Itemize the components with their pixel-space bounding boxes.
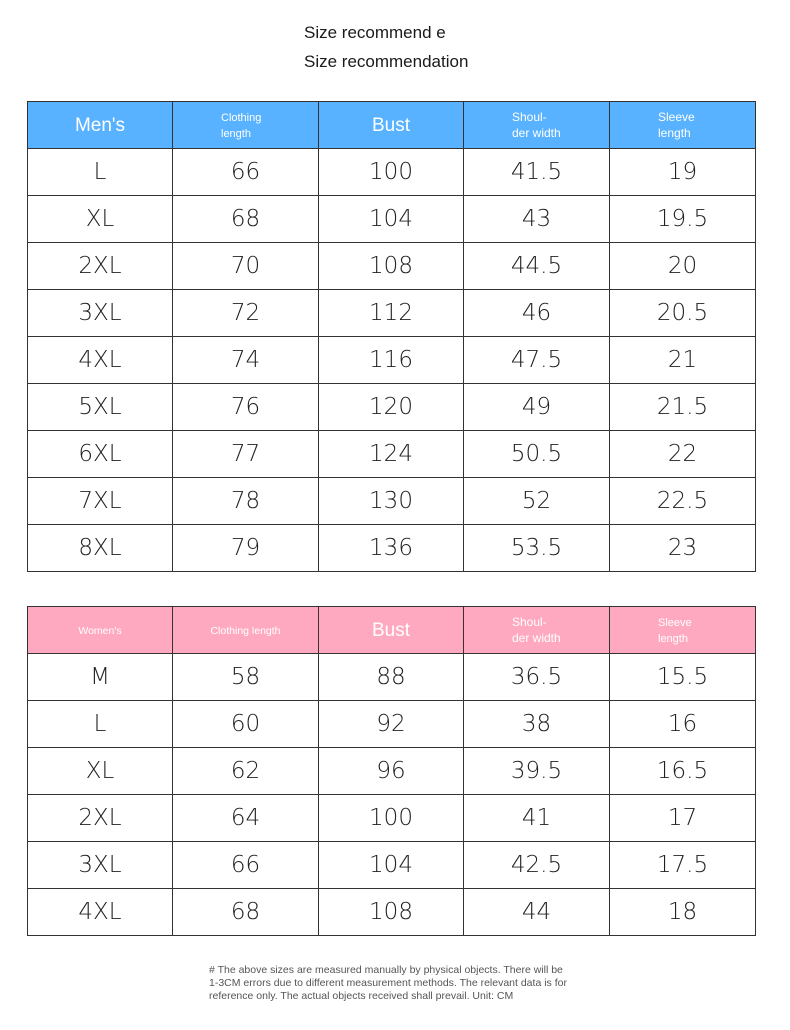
mens-table-row	[28, 243, 756, 290]
womens-table-cell: 96	[319, 748, 464, 795]
womens-table-cell: 64	[173, 795, 319, 842]
mens-table-row	[28, 149, 756, 196]
mens-table-cell: 50.5	[464, 431, 610, 478]
womens-table-cell: 58	[173, 654, 319, 701]
womens-table-row	[28, 842, 756, 889]
mens-table-cell: 22.5	[610, 478, 756, 525]
mens-table-cell: 108	[319, 243, 464, 290]
mens-table-cell: 136	[319, 525, 464, 572]
mens-table-row	[28, 525, 756, 572]
womens-table-cell: 39.5	[464, 748, 610, 795]
womens-table-row	[28, 889, 756, 936]
mens-header-clothing-length-line2: length	[221, 128, 251, 140]
womens-header-size-label: Women's	[78, 625, 122, 637]
womens-header-bust	[319, 607, 464, 654]
womens-table-cell: 41	[464, 795, 610, 842]
womens-table-cell: 17.5	[610, 842, 756, 889]
mens-header-clothing-length	[173, 102, 319, 149]
mens-table-cell: 120	[319, 384, 464, 431]
womens-table-row	[28, 701, 756, 748]
mens-table-cell: 70	[173, 243, 319, 290]
mens-table-cell: 77	[173, 431, 319, 478]
mens-table-cell: 22	[610, 431, 756, 478]
womens-table-cell: 60	[173, 701, 319, 748]
mens-table-cell: 5XL	[28, 384, 173, 431]
mens-table-cell: 23	[610, 525, 756, 572]
mens-table-cell: 74	[173, 337, 319, 384]
mens-table-cell: 116	[319, 337, 464, 384]
womens-table-cell: 44	[464, 889, 610, 936]
womens-header-size	[28, 607, 173, 654]
mens-header-bust-label: Bust	[371, 114, 411, 136]
mens-table-cell: 78	[173, 478, 319, 525]
mens-table-cell: 8XL	[28, 525, 173, 572]
mens-table-cell: 112	[319, 290, 464, 337]
mens-table-row	[28, 337, 756, 384]
mens-header-size	[28, 102, 173, 149]
womens-table-cell: 16.5	[610, 748, 756, 795]
mens-table-cell: 68	[173, 196, 319, 243]
womens-table-cell: 16	[610, 701, 756, 748]
mens-table-body	[28, 149, 756, 572]
mens-table-row	[28, 196, 756, 243]
mens-table-cell: 19	[610, 149, 756, 196]
mens-header-shoulder-line1: Shoul-	[512, 110, 547, 124]
mens-table-cell: 21.5	[610, 384, 756, 431]
womens-table-cell: M	[28, 654, 173, 701]
mens-table-cell: 4XL	[28, 337, 173, 384]
womens-table-cell: 62	[173, 748, 319, 795]
womens-header-sleeve-line2: length	[658, 633, 688, 645]
womens-header-bust-label: Bust	[371, 619, 411, 641]
mens-table-cell: 66	[173, 149, 319, 196]
womens-table-cell: 100	[319, 795, 464, 842]
mens-table-cell: 124	[319, 431, 464, 478]
mens-table-row	[28, 431, 756, 478]
mens-table-cell: 2XL	[28, 243, 173, 290]
womens-table-row	[28, 748, 756, 795]
footnote-line-3: reference only. The actual objects received shall prevail. Unit: CM	[209, 990, 514, 1002]
womens-table-cell: 17	[610, 795, 756, 842]
mens-table-cell: 79	[173, 525, 319, 572]
womens-table-cell: 108	[319, 889, 464, 936]
womens-table-cell: L	[28, 701, 173, 748]
mens-table-row	[28, 478, 756, 525]
mens-table-cell: 7XL	[28, 478, 173, 525]
womens-header-row	[28, 607, 756, 654]
womens-table-cell: 68	[173, 889, 319, 936]
mens-header-clothing-length-line1: Clothing	[221, 112, 262, 124]
mens-table-cell: 47.5	[464, 337, 610, 384]
mens-table-cell: 76	[173, 384, 319, 431]
mens-table-cell: L	[28, 149, 173, 196]
footnote-line-2: 1-3CM errors due to different measurement methods. The relevant data is for	[209, 977, 567, 989]
mens-header-shoulder-line2: der width	[512, 126, 561, 140]
mens-table-cell: 130	[319, 478, 464, 525]
mens-table-cell: 100	[319, 149, 464, 196]
mens-table-cell: 21	[610, 337, 756, 384]
womens-table-cell: 36.5	[464, 654, 610, 701]
page-subtitle: Size recommendation	[304, 52, 469, 71]
womens-header-clothing-length	[173, 607, 319, 654]
mens-header-size-label: Men's	[74, 114, 126, 136]
mens-table-cell: 6XL	[28, 431, 173, 478]
mens-table-cell: 72	[173, 290, 319, 337]
womens-header-sleeve-length	[610, 607, 756, 654]
mens-header-shoulder-width	[464, 102, 610, 149]
womens-table-cell: 2XL	[28, 795, 173, 842]
mens-table-cell: 20	[610, 243, 756, 290]
mens-table-cell: 20.5	[610, 290, 756, 337]
womens-size-table	[27, 606, 756, 936]
mens-table-cell: 104	[319, 196, 464, 243]
mens-header-sleeve-length	[610, 102, 756, 149]
womens-table-cell: 38	[464, 701, 610, 748]
womens-table-cell: 42.5	[464, 842, 610, 889]
womens-table-cell: XL	[28, 748, 173, 795]
mens-size-table	[27, 101, 756, 572]
mens-table-cell: 53.5	[464, 525, 610, 572]
womens-table-cell: 4XL	[28, 889, 173, 936]
mens-table-cell: 41.5	[464, 149, 610, 196]
womens-table-cell: 18	[610, 889, 756, 936]
mens-table-cell: 49	[464, 384, 610, 431]
mens-header-row	[28, 102, 756, 149]
mens-header-sleeve-line1: Sleeve	[658, 110, 695, 124]
mens-table-row	[28, 384, 756, 431]
womens-table-cell: 15.5	[610, 654, 756, 701]
womens-table-cell: 88	[319, 654, 464, 701]
womens-header-sleeve-line1: Sleeve	[658, 617, 692, 629]
mens-table-cell: 44.5	[464, 243, 610, 290]
mens-table-cell: 52	[464, 478, 610, 525]
mens-table-cell: 46	[464, 290, 610, 337]
womens-table-row	[28, 654, 756, 701]
womens-header-clothing-length-label: Clothing length	[210, 625, 281, 637]
page-title: Size recommend e	[304, 23, 446, 42]
womens-table-cell: 66	[173, 842, 319, 889]
mens-table-cell: XL	[28, 196, 173, 243]
womens-table-cell: 3XL	[28, 842, 173, 889]
mens-header-sleeve-line2: length	[658, 126, 691, 140]
footnote	[209, 964, 599, 1003]
mens-header-bust	[319, 102, 464, 149]
womens-header-shoulder-width	[464, 607, 610, 654]
footnote-line-1: # The above sizes are measured manually by physical objects. There will be	[209, 964, 563, 976]
mens-table-cell: 3XL	[28, 290, 173, 337]
mens-table-row	[28, 290, 756, 337]
womens-header-shoulder-line2: der width	[512, 631, 561, 645]
womens-header-shoulder-line1: Shoul-	[512, 615, 547, 629]
womens-table-cell: 104	[319, 842, 464, 889]
womens-table-cell: 92	[319, 701, 464, 748]
mens-table-cell: 43	[464, 196, 610, 243]
womens-table-body	[28, 654, 756, 936]
mens-table-cell: 19.5	[610, 196, 756, 243]
womens-table-row	[28, 795, 756, 842]
